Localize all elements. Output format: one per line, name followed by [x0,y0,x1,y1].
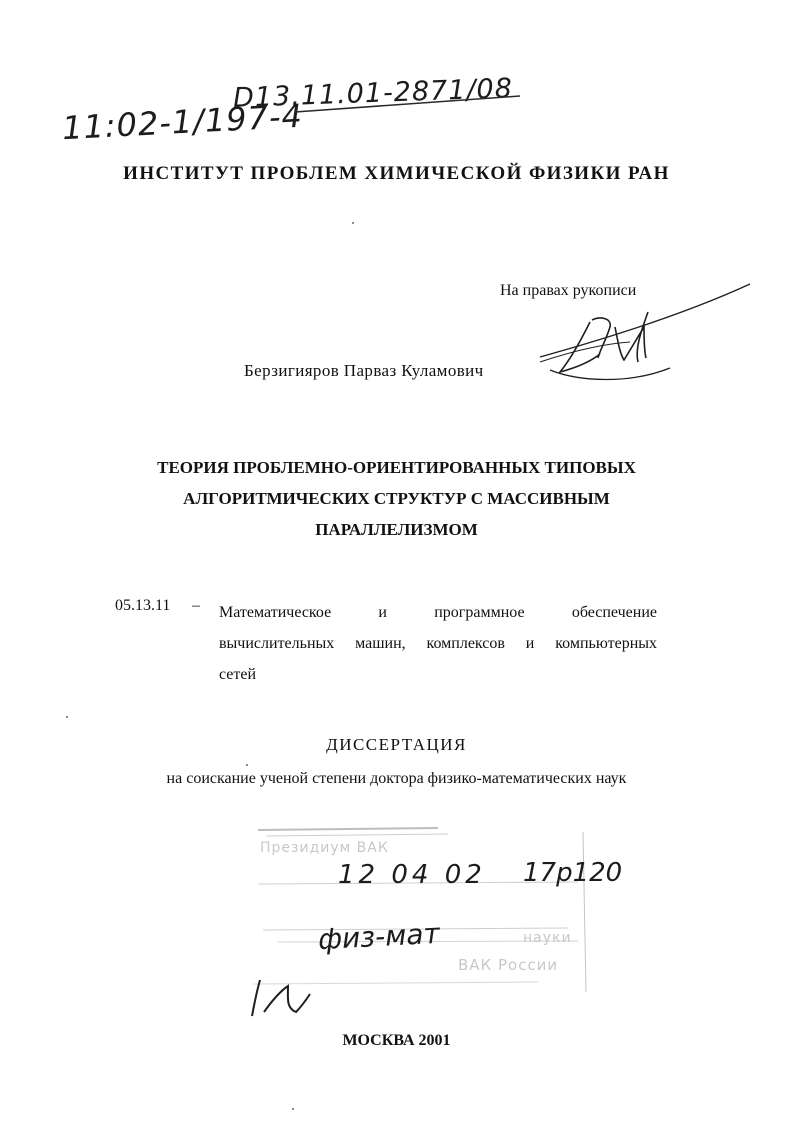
handwritten-upper-code: D13.11.01-2871/08 [232,73,514,114]
document-type: ДИССЕРТАЦИЯ [326,735,467,754]
author-signature [520,272,760,392]
institute-name: ИНСТИТУТ ПРОБЛЕМ ХИМИЧЕСКОЙ ФИЗИКИ РАН [123,163,670,184]
degree-line: на соискание ученой степени доктора физико-математических наук [166,770,627,787]
stamp-row-5: ВАК России [458,956,559,974]
stamp-number: 17р120 [523,858,623,888]
stamp-row-4: науки [523,930,572,946]
thesis-title: ТЕОРИЯ ПРОБЛЕМНО-ОРИЕНТИРОВАННЫХ ТИПОВЫХ АЛГОРИТМИЧЕСКИХ СТРУКТУР С МАССИВНЫМ ПАРАЛЛЕЛИЗМОМ [157,458,636,539]
stamp-initials [248,972,318,1022]
specialty-line-3: сетей [219,666,257,683]
speck [292,1108,294,1110]
speck [246,764,248,766]
rights-note: На правах рукописи [500,282,637,299]
handwritten-underline [290,90,530,120]
stamp-field: физ-мат [317,916,441,957]
speck [66,716,68,718]
stamp-date: 12 04 02 [338,860,486,890]
vak-stamp [238,822,623,1022]
specialty-description [219,597,657,690]
specialty-code: 05.13.11 [115,597,171,614]
specialty-line-1: Математическое и программное обеспечение [219,604,657,621]
city-year: МОСКВА 2001 [342,1032,451,1049]
author-name: Берзигияров Парваз Куламович [244,361,484,380]
specialty-line-2: вычислительных машин, комплексов и компьютерных [219,635,657,652]
stamp-row-1: Президиум ВАК [260,840,389,856]
specialty-dash: – [192,597,200,614]
speck [352,222,354,224]
handwritten-left-code: 11:02-1/197-4 [61,96,304,148]
